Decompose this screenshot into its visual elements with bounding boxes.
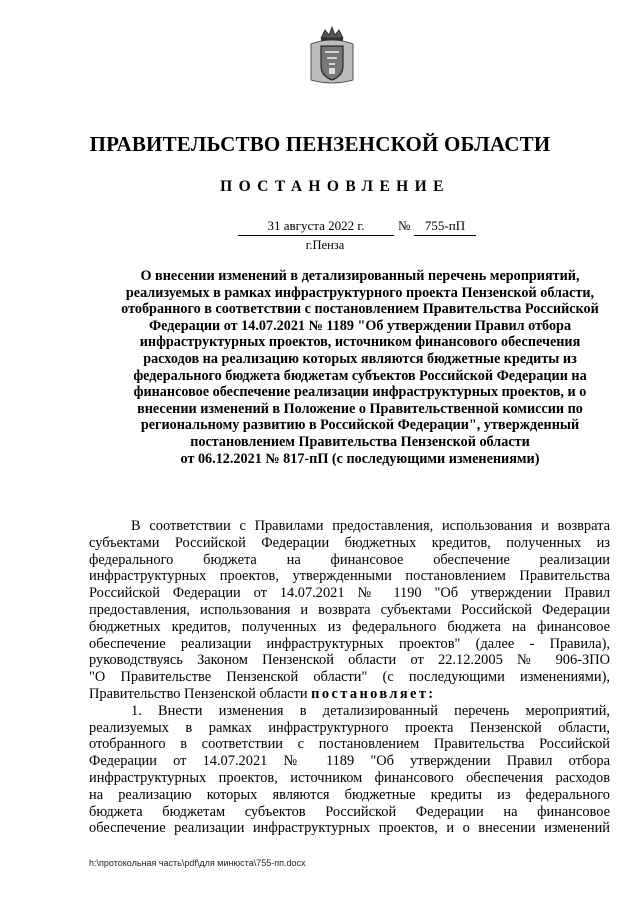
- body-line: отобранного в соответствии с постановлением Правительства Российской: [89, 736, 610, 753]
- document-heading: [100, 268, 620, 467]
- city: г.Пенза: [305, 238, 345, 252]
- body-text: [89, 518, 610, 837]
- heading-line: от 06.12.2021 № 817-пП (с последующими изменениями): [180, 450, 540, 467]
- heading-line: внесении изменений в Положение о Правительственной комиссии по: [137, 400, 583, 417]
- heading-line: федерального бюджета бюджетам субъектов Российской Федерации на: [133, 367, 587, 384]
- heading-line: финансовое обеспечение реализации инфраструктурных проектов, и о: [133, 384, 587, 401]
- number-sign: №: [398, 218, 411, 233]
- document-type: ПОСТАНОВЛЕНИЕ: [220, 178, 450, 195]
- body-line: предоставления, использования и возврата субъектами Российской Федерации: [89, 601, 610, 618]
- body-line: В соответствии с Правилами предоставления, использования и возврата: [131, 518, 610, 534]
- body-line: реализуемых в рамках инфраструктурного проекта Пензенской области,: [89, 719, 610, 736]
- heading-line: инфраструктурных проектов, источником финансового обеспечения: [139, 334, 581, 351]
- body-line: руководствуясь Законом Пензенской области от 22.12.2005 № 906-ЗПО: [89, 652, 610, 669]
- body-line: бюджета бюджетам субъектов Российской Федерации на финансовое: [89, 803, 610, 820]
- heading-line: отобранного в соответствии с постановлением Правительства Российской: [121, 301, 599, 318]
- body-line: Федерации от 14.07.2021 № 1189 "Об утверждении Правил отбора: [89, 753, 610, 770]
- heading-line: Федерации от 14.07.2021 № 1189 "Об утверждении Правил отбора: [148, 317, 572, 334]
- heading-line: О внесении изменений в детализированный перечень мероприятий,: [140, 268, 580, 284]
- body-line: субъектами Российской Федерации бюджетных кредитов, полученных из: [89, 534, 610, 551]
- file-path-footer: h:\протокольная часть\pdf\для минюста\755-пп.docx: [89, 858, 306, 868]
- body-line: инфраструктурных проектов, источником финансового обеспечения расходов: [89, 769, 610, 786]
- body-line: инфраструктурных проектов, утвержденными постановлением Правительства: [89, 568, 610, 585]
- decree-word: постановляет:: [311, 685, 436, 702]
- body-line: обеспечение реализации инфраструктурных проектов" (далее - Правила),: [89, 635, 610, 652]
- body-line: обеспечение реализации инфраструктурных проектов, и о внесении изменений: [89, 820, 610, 837]
- penza-coat-of-arms-icon: [307, 24, 357, 86]
- document-number: 755-пП: [414, 218, 476, 236]
- body-line: "О Правительстве Пензенской области" (с последующими изменениями),: [89, 669, 610, 686]
- body-line-text: Правительство Пензенской области: [89, 685, 312, 702]
- body-line: на реализацию которых являются бюджетные кредиты из федерального: [89, 786, 610, 803]
- body-line-decree: [89, 686, 610, 703]
- body-line: бюджетных кредитов, полученных из федерального бюджета на финансовое: [89, 618, 610, 635]
- heading-line: расходов на реализацию которых являются бюджетные кредиты из: [143, 350, 577, 367]
- heading-line: постановлением Правительства Пензенской области: [190, 433, 530, 450]
- body-line: 1. Внести изменения в детализированный перечень мероприятий,: [131, 702, 610, 719]
- body-line: Российской Федерации от 14.07.2021 № 1190 "Об утверждении Правил: [89, 585, 610, 602]
- heading-line: реализуемых в рамках инфраструктурного проекта Пензенской области,: [125, 284, 595, 301]
- document-date: 31 августа 2022 г.: [238, 218, 394, 236]
- body-line: федерального бюджета на финансовое обеспечение реализации: [89, 551, 610, 568]
- government-title: ПРАВИТЕЛЬСТВО ПЕНЗЕНСКОЙ ОБЛАСТИ: [89, 132, 551, 156]
- heading-line: региональному развитию в Российской Федерации", утвержденный: [140, 417, 580, 434]
